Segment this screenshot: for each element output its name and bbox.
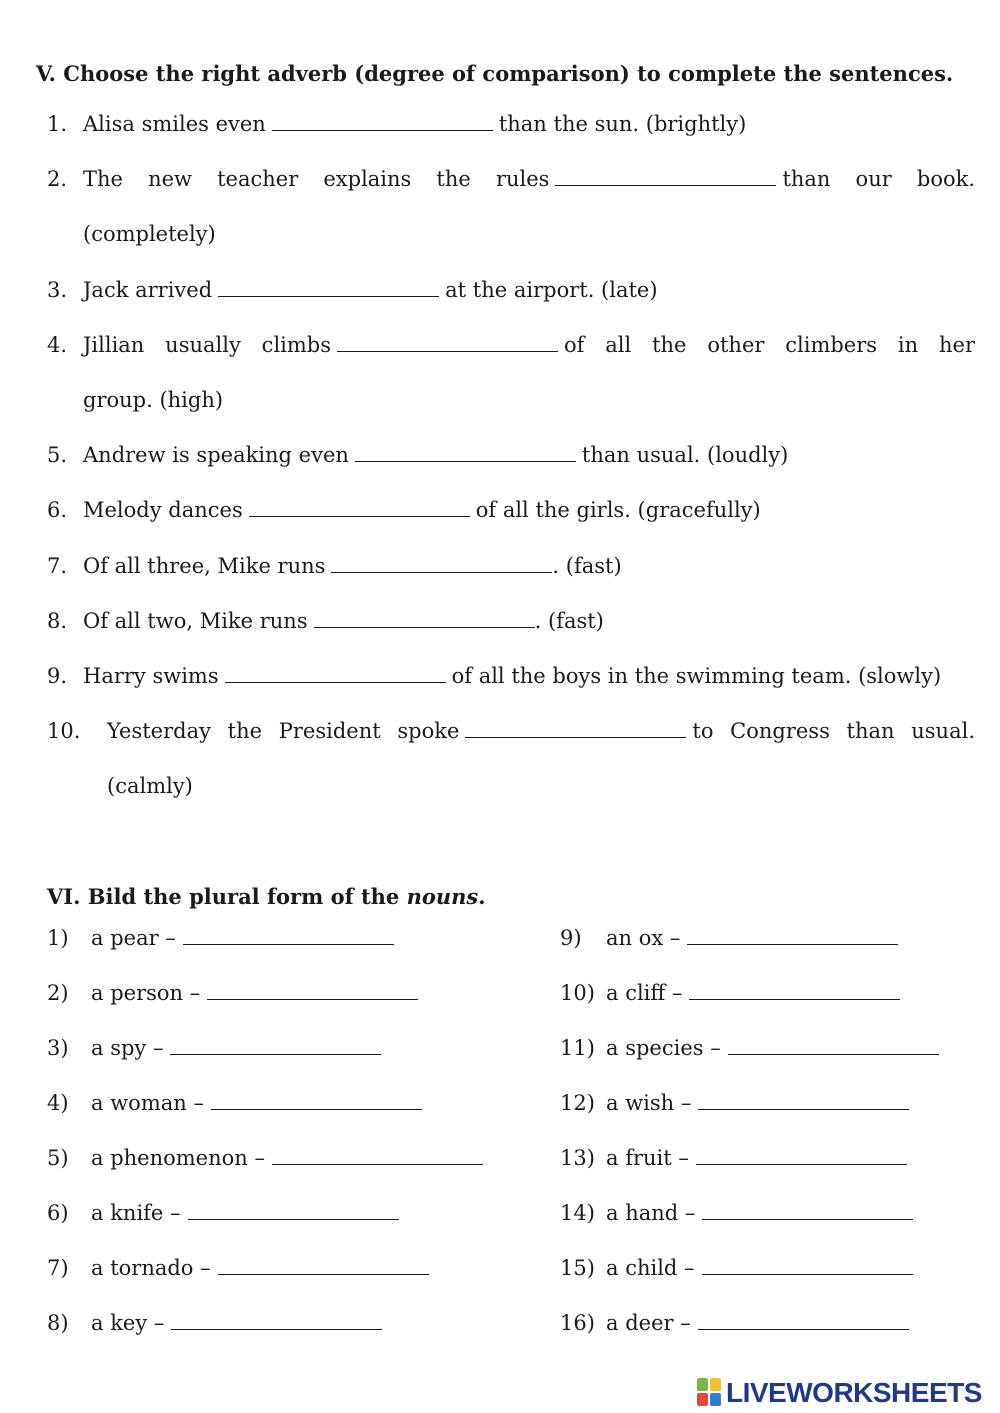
answer-blank[interactable] [555,167,776,186]
text-after-blank: of all the girls. (gracefully) [475,498,761,522]
noun-word: a fruit – [606,1146,689,1170]
question-text [83,278,975,302]
answer-blank[interactable] [696,1146,907,1165]
question-text [83,443,975,467]
text-after-blank: than our book. [782,167,976,191]
question-number: 10. [47,719,81,743]
text-before-blank: Alisa smiles even [83,112,266,136]
section-5-title: V. Choose the right adverb (degree of comparison) to complete the sentences. [36,61,954,86]
answer-blank[interactable] [171,1311,382,1330]
question-text [83,664,975,688]
question-continuation: group. (high) [83,388,224,412]
noun-number: 2) [47,981,69,1005]
section-6-title [47,884,486,909]
answer-blank[interactable] [702,1256,913,1275]
answer-blank[interactable] [314,609,535,628]
noun-word: a knife – [91,1201,181,1225]
text-after-blank: to Congress than usual. [692,719,975,743]
text-before-blank: Yesterday the President spoke [107,719,460,743]
text-after-blank: than usual. (loudly) [581,443,789,467]
noun-word: a cliff – [606,981,683,1005]
text-after-blank: of all the other climbers in her [564,333,975,357]
noun-number: 16) [560,1311,595,1335]
noun-word: a child – [606,1256,695,1280]
section-6-title-suffix: . [478,884,486,909]
question-text [83,112,975,136]
noun-number: 12) [560,1091,595,1115]
question-number: 2. [47,167,68,191]
section-6-title-prefix: VI. Bild the plural form of the [47,884,407,909]
question-text [83,498,975,522]
noun-number: 6) [47,1201,69,1225]
answer-blank[interactable] [211,1091,422,1110]
text-before-blank: Andrew is speaking even [83,443,349,467]
liveworksheets-logo [697,1376,982,1410]
noun-number: 10) [560,981,595,1005]
noun-number: 14) [560,1201,595,1225]
text-after-blank: than the sun. (brightly) [498,112,747,136]
answer-blank[interactable] [355,443,576,462]
noun-number: 11) [560,1036,595,1060]
text-before-blank: Jack arrived [83,278,213,302]
text-before-blank: The new teacher explains the rules [83,167,550,191]
answer-blank[interactable] [272,1146,483,1165]
noun-number: 13) [560,1146,595,1170]
question-number: 9. [47,664,68,688]
noun-word: a key – [91,1311,165,1335]
answer-blank[interactable] [698,1091,909,1110]
answer-blank[interactable] [188,1201,399,1220]
logo-text: LIVEWORKSHEETS [726,1377,982,1408]
noun-number: 9) [560,926,582,950]
question-text [83,554,975,578]
question-text [83,609,975,633]
text-before-blank: Jillian usually climbs [83,333,332,357]
text-after-blank: . (fast) [552,554,622,578]
answer-blank[interactable] [698,1311,909,1330]
noun-word: a woman – [91,1091,204,1115]
text-before-blank: Of all three, Mike runs [83,554,326,578]
text-after-blank: of all the boys in the swimming team. (slowly) [451,664,942,688]
noun-number: 3) [47,1036,69,1060]
answer-blank[interactable] [218,278,439,297]
noun-word: a pear – [91,926,176,950]
question-number: 3. [47,278,68,302]
section-6-title-italic: nouns [406,884,479,909]
answer-blank[interactable] [218,1256,429,1275]
answer-blank[interactable] [331,554,552,573]
answer-blank[interactable] [207,981,418,1000]
text-after-blank: . (fast) [534,609,604,633]
noun-word: an ox – [606,926,681,950]
question-number: 7. [47,554,68,578]
text-before-blank: Melody dances [83,498,243,522]
noun-number: 8) [47,1311,69,1335]
noun-number: 7) [47,1256,69,1280]
text-before-blank: Of all two, Mike runs [83,609,308,633]
question-number: 6. [47,498,68,522]
answer-blank[interactable] [249,498,470,517]
text-after-blank: at the airport. (late) [445,278,658,302]
noun-number: 5) [47,1146,69,1170]
question-text [83,167,975,191]
answer-blank[interactable] [465,719,686,738]
answer-blank[interactable] [170,1036,381,1055]
noun-number: 4) [47,1091,69,1115]
question-number: 8. [47,609,68,633]
noun-word: a deer – [606,1311,691,1335]
answer-blank[interactable] [337,333,558,352]
question-continuation: (calmly) [107,774,193,798]
noun-word: a wish – [606,1091,692,1115]
question-number: 1. [47,112,68,136]
noun-word: a phenomenon – [91,1146,265,1170]
answer-blank[interactable] [272,112,493,131]
noun-word: a species – [606,1036,721,1060]
text-before-blank: Harry swims [83,664,219,688]
answer-blank[interactable] [687,926,898,945]
question-number: 4. [47,333,68,357]
noun-word: a tornado – [91,1256,211,1280]
answer-blank[interactable] [728,1036,939,1055]
logo-mark-icon [697,1378,723,1408]
question-text [107,719,975,743]
answer-blank[interactable] [225,664,446,683]
question-continuation: (completely) [83,222,216,246]
question-text [83,333,975,357]
noun-number: 15) [560,1256,595,1280]
answer-blank[interactable] [689,981,900,1000]
noun-word: a hand – [606,1201,696,1225]
answer-blank[interactable] [702,1201,913,1220]
noun-word: a person – [91,981,201,1005]
answer-blank[interactable] [183,926,394,945]
noun-word: a spy – [91,1036,164,1060]
question-number: 5. [47,443,68,467]
noun-number: 1) [47,926,69,950]
